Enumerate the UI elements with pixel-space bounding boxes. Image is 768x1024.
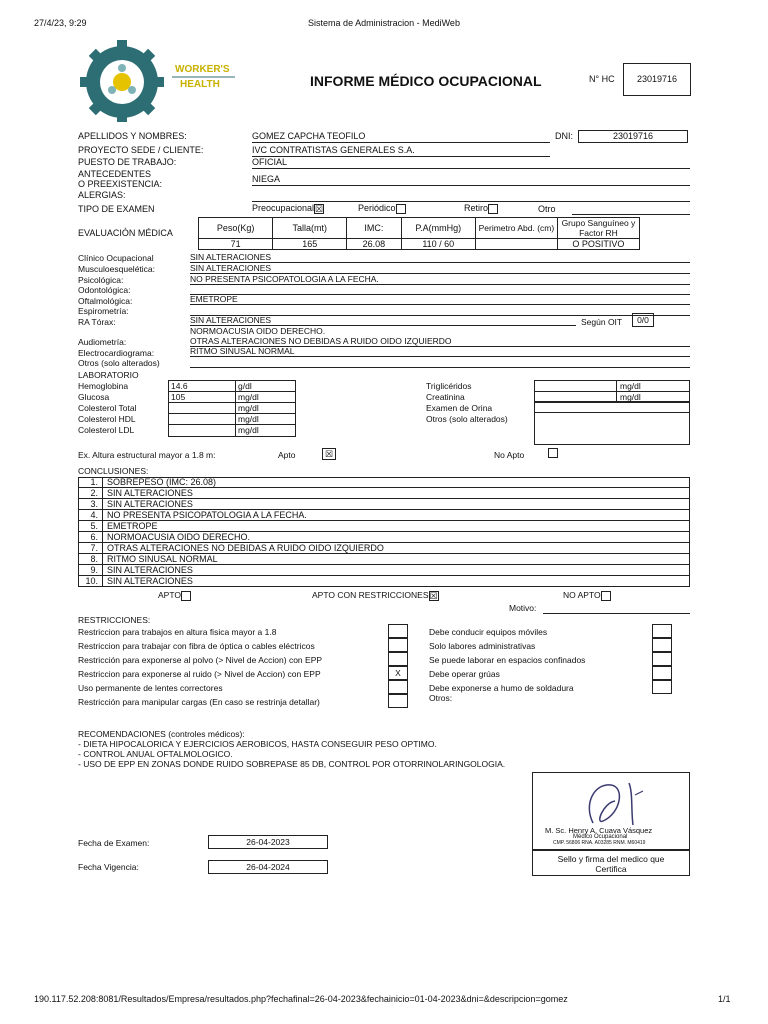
restriction-check [652,666,672,680]
lab-name: Glucosa [78,392,110,402]
conclusion-row: 5. EMETROPE [78,521,690,532]
audio-label: Audiometría: [78,337,127,347]
patient-name: GOMEZ CAPCHA TEOFILO [252,131,550,143]
restriction-item: Restriccion para exponerse al ruido (> Nivel de Accion) con EPP [78,669,321,679]
audio-value-2: OTRAS ALTERACIONES NO DEBIDAS A RUIDO OIDO IZQUIERDO [190,336,690,347]
restriction-check [652,638,672,652]
restriction-check [388,694,408,708]
name-label: APELLIDOS Y NOMBRES: [78,131,187,141]
lab-value: 14.6 [171,381,188,391]
hc-value: 23019716 [623,63,691,96]
odonto-label: Odontológica: [78,285,131,295]
signature-caption-2: Certifica [595,864,627,874]
signature-doctor-role: Médico Ocupacional [573,834,628,840]
no-apto-option: NO APTO [563,590,611,601]
signature-stamp-box [532,772,690,850]
restriction-check [652,624,672,638]
restrictions-label: RESTRICCIONES: [78,615,151,625]
otros-value [190,357,690,368]
lab-unit: mg/dl [620,392,641,402]
signature-doctor-reg: CMP. 56806 RNA. A03285 RNM. M60419 [553,840,646,846]
restriction-item: Uso permanente de lentes correctores [78,683,223,693]
position-value: OFICIAL [252,157,690,169]
ra-label: RA Tórax: [78,317,116,327]
signature-doctor-name: M. Sc. Henry A. Cuava Vásquez [545,826,653,835]
recommendations-label: RECOMENDACIONES (controles médicos): [78,729,245,739]
eval-header: Perimetro Abd. (cm) [475,218,557,239]
eval-header: Talla(mt) [273,218,347,239]
apto-checkbox [181,591,191,601]
eval-header: IMC: [347,218,401,239]
oit-value: 0/0 [632,313,654,327]
evaluation-table [198,217,640,250]
exam-type-otro: Otro [538,204,556,214]
eval-value: 110 / 60 [401,239,475,250]
eval-header: Peso(Kg) [199,218,273,239]
lab-unit: mg/dl [238,392,259,402]
clinico-label: Clínico Ocupacional [78,253,154,263]
conclusion-row: 8. RITMO SINUSAL NORMAL [78,554,690,565]
lab-name: Creatinina [426,392,465,402]
oftalmo-value: EMETROPE [190,294,690,305]
lab-name: Triglicéridos [426,381,472,391]
restriction-item: Debe operar grúas [429,669,500,679]
validity-date-label: Fecha Vigencia: [78,862,139,872]
print-url: 190.117.52.208:8081/Resultados/Empresa/resultados.php?fechafinal=26-04-2023&fechainicio=01-04-2023&dni=&descripcion=gomez [34,994,568,1004]
exam-type-retiro: Retiro [464,203,498,214]
conclusions-label: CONCLUSIONES: [78,466,149,476]
print-page: 1/1 [718,994,731,1004]
eval-value: O POSITIVO [557,239,639,250]
apto-option: APTO [158,590,191,601]
restriction-check [652,652,672,666]
lab-right [426,380,692,446]
altura-noapto-checkbox [548,448,558,458]
espiro-label: Espirometría: [78,306,129,316]
lab-name: Colesterol LDL [78,425,135,435]
conclusion-row: 6. NORMOACUSIA OIDO DERECHO. [78,532,690,543]
clinico-value: SIN ALTERACIONES [190,252,690,263]
restriction-item: Se puede laborar en espacios confinados [429,655,586,665]
conclusion-row: 2. SIN ALTERACIONES [78,488,690,499]
conclusion-row: 1. SOBREPESO (IMC: 26.08) [78,477,690,488]
altura-apto-checkbox: ☒ [322,448,336,460]
checkbox-periodico [396,204,406,214]
restriction-item: Restriccion para trabajos en altura fisica mayor a 1.8 [78,627,277,637]
apto-restricciones-option: APTO CON RESTRICCIONES☒ [312,590,438,601]
restriction-item: Restricción para manipular cargas (En caso se restrinja detallar) [78,697,320,707]
motivo-value [543,603,690,614]
lab-value: 105 [171,392,186,402]
psico-value: NO PRESENTA PSICOPATOLOGIA A LA FECHA. [190,274,690,285]
hc-label: N° HC [589,74,615,84]
lab-label: LABORATORIO [78,370,139,380]
conclusion-row: 3. SIN ALTERACIONES [78,499,690,510]
otros-label: Otros (solo alterados) [78,358,160,368]
eval-value: 71 [199,239,273,250]
eval-value: 165 [273,239,347,250]
electro-value: RITMO SINUSAL NORMAL [190,346,690,357]
logo-brand-line2: HEALTH [180,79,220,90]
recommendation-item: - DIETA HIPOCALORICA Y EJERCICIOS AEROBICOS, HASTA CONSEGUIR PESO OPTIMO. [78,739,437,749]
restriction-item: Restricción para exponerse al polvo (> Nivel de Accion) con EPP [78,655,323,665]
altura-noapto-label: No Apto [494,450,525,460]
lab-name: Colesterol HDL [78,414,136,424]
signature-caption-box [532,850,690,876]
exam-type-otro-line [572,203,690,215]
report-title: INFORME MÉDICO OCUPACIONAL [310,73,542,89]
exam-type-periodico: Periódico [358,203,406,214]
eval-value: 26.08 [347,239,401,250]
validity-date-value: 26-04-2024 [208,860,328,874]
lab-unit: mg/dl [238,414,259,424]
checkbox-retiro [488,204,498,214]
dni-label: DNI: [555,131,573,141]
company-logo [80,40,240,122]
lab-name: Colesterol Total [78,403,137,413]
lab-name: Examen de Orina [426,403,493,413]
antecedents-label-2: O PREEXISTENCIA: [78,179,163,189]
allergies-value [252,190,690,202]
restriction-check [388,638,408,652]
altura-apto-label: Apto [278,450,296,460]
oit-label: Según OIT [581,317,623,327]
eval-header: Grupo Sanguíneo y Factor RH [557,218,639,239]
lab-unit: mg/dl [238,425,259,435]
conclusion-row: 9. SIN ALTERACIONES [78,565,690,576]
no-apto-checkbox [601,591,611,601]
oftalmo-label: Oftalmológica: [78,296,133,306]
electro-label: Electrocardiograma: [78,348,155,358]
restriction-check [388,680,408,694]
lab-name: Hemoglobina [78,381,129,391]
conclusion-row: 7. OTRAS ALTERACIONES NO DEBIDAS A RUIDO OIDO IZQUIERDO [78,543,690,554]
exam-type-preocupacional: Preocupacional☒ [252,203,324,214]
lab-unit: mg/dl [620,381,641,391]
allergies-label: ALERGIAS: [78,190,126,200]
restriction-item: Debe conducir equipos móviles [429,627,548,637]
logo-brand-line1: WORKER'S [175,64,230,75]
restriction-item: Debe exponerse a humo de soldadura [429,683,574,693]
signature-caption-1: Sello y firma del medico que [557,854,665,864]
antecedents-label-1: ANTECEDENTES [78,169,152,179]
audio-value-1: NORMOACUSIA OIDO DERECHO. [190,326,326,336]
print-title: Sistema de Administracion - MediWeb [308,18,460,28]
psico-label: Psicológica: [78,275,124,285]
restriction-item: Restriccion para trabajar con fibra de óptica o cables eléctricos [78,641,315,651]
restriction-check [388,624,408,638]
restriction-item: Otros: [429,693,453,703]
apto-restricciones-checkbox: ☒ [429,590,438,601]
antecedents-value: NIEGA [252,174,690,186]
position-label: PUESTO DE TRABAJO: [78,157,177,167]
exam-type-label: TIPO DE EXAMEN [78,204,155,214]
dni-value: 23019716 [578,130,688,143]
print-datetime: 27/4/23, 9:29 [34,18,87,28]
eval-value [475,239,557,250]
restriction-item: Solo labores administrativas [429,641,536,651]
restriction-check: X [388,666,408,680]
lab-name: Otros (solo alterados) [426,414,508,424]
recommendation-item: - CONTROL ANUAL OFTALMOLOGICO. [78,749,233,759]
lab-left [78,380,298,437]
recommendation-item: - USO DE EPP EN ZONAS DONDE RUIDO SOBREPASE 85 DB, CONTROL POR OTORRINOLARINGOLOGIA. [78,759,506,769]
restriction-check [652,680,672,694]
altura-label: Ex. Altura estructural mayor a 1.8 m: [78,450,216,460]
lab-unit: g/dl [238,381,252,391]
restrictions-right [429,624,673,710]
motivo-label: Motivo: [509,603,537,613]
exam-date-label: Fecha de Examen: [78,838,150,848]
ra-value: SIN ALTERACIONES [190,315,576,326]
eval-header: P.A(mmHg) [401,218,475,239]
evaluation-label: EVALUACIÓN MÉDICA [78,228,173,238]
lab-unit: mg/dl [238,403,259,413]
musculo-label: Musculoesquelética: [78,264,156,274]
exam-date-value: 26-04-2023 [208,835,328,849]
restriction-check [388,652,408,666]
checkbox-preocupacional: ☒ [315,203,324,214]
conclusion-row: 4. NO PRESENTA PSICOPATOLOGIA A LA FECHA. [78,510,690,521]
project-value: IVC CONTRATISTAS GENERALES S.A. [252,145,550,157]
restrictions-left [78,624,410,710]
project-label: PROYECTO SEDE / CLIENTE: [78,145,204,155]
conclusion-row: 10. SIN ALTERACIONES [78,576,690,587]
musculo-value: SIN ALTERACIONES [190,263,690,274]
